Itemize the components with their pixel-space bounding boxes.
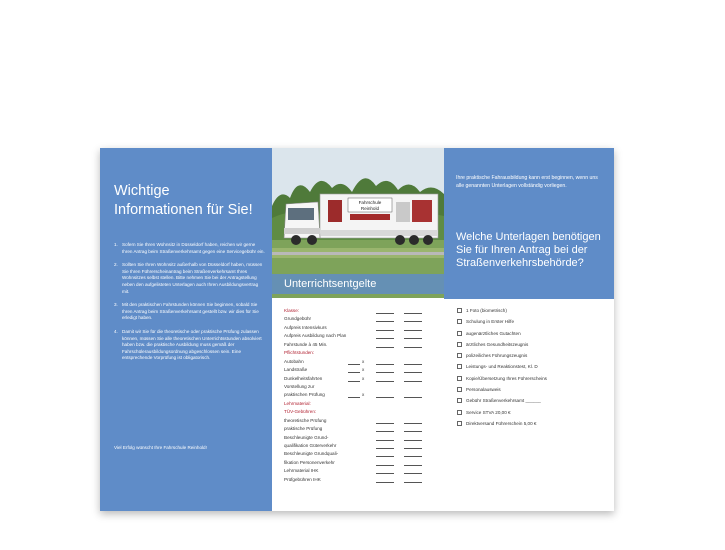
checkbox-icon bbox=[457, 319, 462, 324]
fee-count-blank bbox=[348, 381, 360, 382]
fee-amount-blank bbox=[376, 482, 394, 483]
fee-label: Autobahn bbox=[284, 358, 304, 364]
info-item-number: 1. bbox=[114, 242, 118, 247]
checklist-item bbox=[457, 307, 612, 318]
fee-multiplier: x bbox=[362, 367, 365, 373]
checklist-item bbox=[457, 409, 612, 420]
checklist-item bbox=[457, 352, 612, 363]
checklist-item bbox=[457, 420, 612, 431]
fee-amount-blank bbox=[376, 473, 394, 474]
left-title-line1: Wichtige bbox=[114, 183, 170, 199]
fee-amount-blank bbox=[404, 482, 422, 483]
fee-multiplier: x bbox=[362, 392, 365, 398]
checklist-item-label: polizeiliches Führungszeugnis bbox=[466, 353, 528, 359]
fee-row bbox=[284, 332, 444, 340]
fee-label: Fahrstunde à 45 Min. bbox=[284, 341, 328, 347]
info-item-text: Sollten Sie Ihren Wohnsitz außerhalb von Düsseldorf haben, müssen Sie Ihren Führerscheinantrag beim Straßenverkehrsamt Ihres Wohnsitzes selbst stellen. Bitte nehmen Sie bei der Antragstellung neben den aufgelisteten Unterlagen auch Ihren Ausbildungsvertrag mit. bbox=[122, 262, 263, 294]
fee-amount-blank bbox=[404, 431, 422, 432]
fee-count-blank bbox=[348, 364, 360, 365]
fee-label: Prüfgebühren IHK bbox=[284, 476, 321, 482]
checkbox-icon bbox=[457, 331, 462, 336]
fee-label: Klasse: bbox=[284, 308, 300, 313]
fee-row bbox=[284, 442, 444, 450]
fee-row bbox=[284, 450, 444, 458]
fee-label: Grundgebühr bbox=[284, 316, 312, 322]
fee-label: praktischen Prüfung bbox=[284, 392, 325, 398]
checklist-item-label: Direktversand Führerschein 5,00 € bbox=[466, 420, 537, 426]
fee-label: Beschleunigte Grund- bbox=[284, 434, 329, 440]
fee-row bbox=[284, 459, 444, 467]
fee-multiplier: x bbox=[362, 375, 365, 381]
info-item-number: 4. bbox=[114, 328, 118, 334]
info-item-text: Sofern Sie Ihren Wohnsitz in Düsseldorf haben, reichen wir gerne Ihren Antrag beim Straßenverkehrsamt gegen eine Servicegebühr ein. bbox=[122, 242, 265, 254]
checkbox-icon bbox=[457, 376, 462, 381]
info-item bbox=[114, 262, 266, 295]
checklist-item bbox=[457, 375, 612, 386]
fee-amount-blank bbox=[376, 397, 394, 398]
checklist-item-label: Kopie/Übersetzung Ihres Führerscheins bbox=[466, 375, 547, 381]
fee-amount-blank bbox=[404, 448, 422, 449]
checklist-item-label: Service STVA 20,00 € bbox=[466, 409, 511, 415]
right-header bbox=[444, 148, 614, 299]
fee-label: qualifikation Güterverkehr bbox=[284, 443, 337, 448]
fee-amount-blank bbox=[376, 347, 394, 348]
checkbox-icon bbox=[457, 342, 462, 347]
fee-row bbox=[284, 341, 444, 349]
truck-sign-line2: Reinhold bbox=[360, 206, 380, 211]
checklist-item-label: Leistungs- und Reaktionstest, Kl. D bbox=[466, 364, 538, 370]
checklist-item bbox=[457, 397, 612, 408]
info-item-text: Mit den praktischen Fahrstunden können Sie beginnen, sobald Sie Ihren Antrag beim Straßenverkehrsamt gestellt bzw. wir dies für Sie erledigt haben. bbox=[122, 302, 259, 321]
fee-row bbox=[284, 408, 444, 416]
checklist-item bbox=[457, 341, 612, 352]
checkbox-icon bbox=[457, 387, 462, 392]
info-item bbox=[114, 329, 266, 362]
fee-amount-blank bbox=[376, 465, 394, 466]
left-title-line2: Informationen für Sie! bbox=[114, 202, 253, 218]
fee-label: Landstraße bbox=[284, 367, 308, 373]
fee-label: Vorstellung zur bbox=[284, 383, 315, 389]
checklist-item-label: augenärztliches Gutachten bbox=[466, 330, 521, 336]
fee-label: theoretische Prüfung bbox=[284, 417, 327, 423]
fee-amount-blank bbox=[404, 473, 422, 474]
fee-amount-blank bbox=[376, 381, 394, 382]
right-panel bbox=[444, 148, 614, 511]
fee-row bbox=[284, 467, 444, 475]
fee-amount-blank bbox=[404, 465, 422, 466]
fee-amount-blank bbox=[376, 330, 394, 331]
checkbox-icon bbox=[457, 353, 462, 358]
fee-amount-blank bbox=[404, 313, 422, 314]
checklist-item-label: Gebühr Straßenverkehrsamt ______ bbox=[466, 398, 541, 404]
fee-count-blank bbox=[348, 397, 360, 398]
checkbox-icon bbox=[457, 398, 462, 403]
info-item bbox=[114, 302, 266, 322]
checklist-item-label: Personalausweis bbox=[466, 387, 501, 393]
fee-amount-blank bbox=[404, 321, 422, 322]
fee-label: Lehrmaterial IHK bbox=[284, 468, 319, 474]
fee-amount-blank bbox=[404, 423, 422, 424]
fee-label: Aufpreis Ausbildung nach Plan bbox=[284, 333, 347, 339]
info-item-text: Damit wir Sie für die theoretische oder praktische Prüfung zulassen können, müssen Sie alle theoretischen Unterrichtsstunden absolviert haben bzw. die praktische Ausbildung muss gemäß der Fahrschülerausbildungsordnung abgeschlossen sein. Eine entsprechende Vorprüfung ist obligatorisch. bbox=[122, 328, 262, 361]
fee-row bbox=[284, 391, 444, 399]
fee-label: TÜV-Gebühren: bbox=[284, 409, 317, 415]
fee-row bbox=[284, 307, 444, 315]
fee-row bbox=[284, 375, 444, 383]
fee-label: Beschleunigte Grundquali- bbox=[284, 451, 339, 457]
fee-row bbox=[284, 358, 444, 366]
fee-label: Pflichtstunden: bbox=[284, 350, 315, 356]
fee-amount-blank bbox=[376, 440, 394, 441]
left-title bbox=[114, 182, 264, 220]
right-intro: Ihre praktische Fahrausbildung kann erst beginnen, wenn uns alle genannten Unterlagen vollständig vorliegen. bbox=[456, 175, 598, 190]
fee-label: Lehrmaterial: bbox=[284, 400, 311, 406]
fee-label: fikation Personenverkehr bbox=[284, 459, 335, 465]
fee-amount-blank bbox=[376, 321, 394, 322]
checklist-item-label: ärztliches Gesundheitszeugnis bbox=[466, 341, 529, 347]
fee-amount-blank bbox=[376, 448, 394, 449]
fee-amount-blank bbox=[376, 423, 394, 424]
fee-multiplier: x bbox=[362, 358, 365, 364]
fee-amount-blank bbox=[376, 431, 394, 432]
fee-amount-blank bbox=[376, 456, 394, 457]
fee-row bbox=[284, 366, 444, 374]
fee-amount-blank bbox=[376, 372, 394, 373]
checklist-item bbox=[457, 318, 612, 329]
fee-label: praktische Prüfung bbox=[284, 426, 323, 432]
fee-amount-blank bbox=[404, 397, 422, 398]
fee-amount-blank bbox=[404, 364, 422, 365]
info-item-number: 3. bbox=[114, 302, 118, 308]
fee-amount-blank bbox=[376, 313, 394, 314]
truck-sign-line1: Fahrschule bbox=[358, 200, 382, 205]
info-item-number: 2. bbox=[114, 262, 118, 268]
fee-row bbox=[284, 400, 444, 408]
fee-row bbox=[284, 425, 444, 433]
left-panel bbox=[100, 148, 272, 511]
fees-list bbox=[284, 307, 444, 484]
fee-amount-blank bbox=[404, 372, 422, 373]
closing-text: Viel Erfolg wünscht Ihre Fahrschule Reinhold! bbox=[114, 445, 207, 450]
fee-row bbox=[284, 324, 444, 332]
fee-amount-blank bbox=[404, 456, 422, 457]
fee-row bbox=[284, 417, 444, 425]
fee-amount-blank bbox=[376, 338, 394, 339]
fee-row bbox=[284, 434, 444, 442]
checkbox-icon bbox=[457, 308, 462, 313]
checkbox-icon bbox=[457, 410, 462, 415]
fee-amount-blank bbox=[404, 330, 422, 331]
fee-row bbox=[284, 476, 444, 484]
checklist-item-label: Schulung in Erster Hilfe bbox=[466, 319, 515, 325]
info-list bbox=[114, 242, 266, 369]
fee-row bbox=[284, 383, 444, 391]
fee-amount-blank bbox=[376, 364, 394, 365]
fee-count-blank bbox=[348, 372, 360, 373]
checkbox-icon bbox=[457, 364, 462, 369]
checkbox-icon bbox=[457, 421, 462, 426]
checklist-item bbox=[457, 363, 612, 374]
checklist-item bbox=[457, 386, 612, 397]
fee-amount-blank bbox=[404, 381, 422, 382]
fee-amount-blank bbox=[404, 347, 422, 348]
info-item bbox=[114, 242, 266, 255]
brochure bbox=[100, 148, 614, 511]
checklist-item bbox=[457, 330, 612, 341]
right-title: Welche Unterlagen benötigen Sie für Ihren Antrag bei der Straßenverkehrsbehörde? bbox=[456, 231, 601, 270]
fee-amount-blank bbox=[404, 338, 422, 339]
middle-panel bbox=[272, 148, 444, 511]
fee-row bbox=[284, 315, 444, 323]
fees-heading: Unterrichtsentgelte bbox=[272, 274, 444, 294]
documents-checklist bbox=[457, 307, 612, 431]
checklist-item-label: 1 Foto (biometrisch) bbox=[466, 308, 507, 313]
fee-label: Aufpreis Intensivkurs bbox=[284, 324, 327, 330]
fee-amount-blank bbox=[404, 440, 422, 441]
fee-row bbox=[284, 349, 444, 357]
fee-label: Dunkelheitsfahrten bbox=[284, 375, 323, 381]
